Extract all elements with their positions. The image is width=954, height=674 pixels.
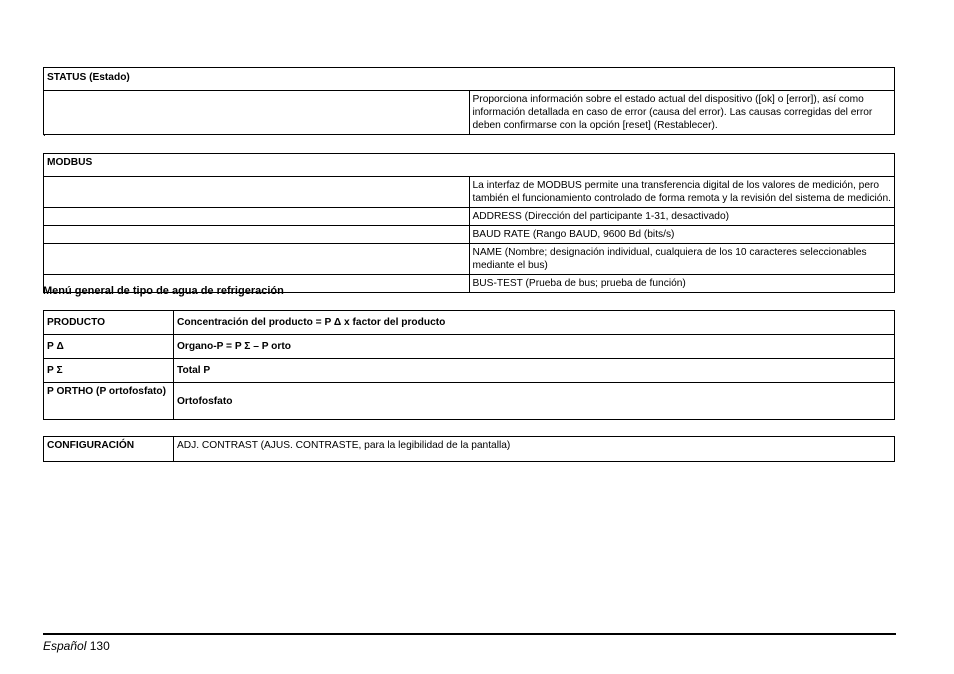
row-text: Organo-P = P Σ – P orto bbox=[174, 335, 895, 359]
table-row bbox=[44, 91, 895, 135]
modbus-header: MODBUS bbox=[44, 154, 895, 177]
table-row bbox=[44, 208, 895, 226]
section-heading: Menú general de tipo de agua de refrigeración bbox=[43, 285, 284, 297]
footer-language: Español bbox=[43, 639, 87, 653]
row-text: NAME (Nombre; designación individual, cualquiera de los 10 caracteres seleccionables mediante el bus) bbox=[469, 244, 895, 275]
row-label: PRODUCTO bbox=[44, 311, 174, 335]
row-label bbox=[44, 91, 470, 135]
table-row bbox=[44, 154, 895, 177]
config-table bbox=[43, 436, 895, 462]
row-text: Concentración del producto = P Δ x factor del producto bbox=[174, 311, 895, 335]
table-row bbox=[44, 311, 895, 335]
row-label bbox=[44, 208, 470, 226]
table-row bbox=[44, 177, 895, 208]
footer-divider bbox=[43, 633, 896, 635]
config-label: CONFIGURACIÓN bbox=[44, 437, 174, 462]
status-table bbox=[43, 67, 895, 135]
row-label bbox=[44, 226, 470, 244]
modbus-table bbox=[43, 153, 895, 293]
table-row bbox=[44, 335, 895, 359]
row-label: P Δ bbox=[44, 335, 174, 359]
row-text: BAUD RATE (Rango BAUD, 9600 Bd (bits/s) bbox=[469, 226, 895, 244]
table-row bbox=[44, 383, 895, 420]
row-text: Proporciona información sobre el estado actual del dispositivo ([ok] o [error]), así como información detallada en caso de error (causa del error). Las causas corregidas del error deben confirmarse con la opción [reset] (Restablecer). bbox=[469, 91, 895, 135]
separator-dot: . bbox=[43, 128, 46, 139]
table-row bbox=[44, 359, 895, 383]
row-label bbox=[44, 177, 470, 208]
row-text: La interfaz de MODBUS permite una transferencia digital de los valores de medición, pero también el funcionamiento controlado de forma remota y la revisión del sistema de medición. bbox=[469, 177, 895, 208]
table-row bbox=[44, 244, 895, 275]
row-text: ADDRESS (Dirección del participante 1-31, desactivado) bbox=[469, 208, 895, 226]
table-row bbox=[44, 226, 895, 244]
page-number: 130 bbox=[89, 639, 110, 653]
row-text: Total P bbox=[174, 359, 895, 383]
row-label: P ORTHO (P ortofosfato) bbox=[44, 383, 174, 420]
page-footer bbox=[43, 639, 110, 653]
table-row bbox=[44, 437, 895, 462]
row-text: BUS-TEST (Prueba de bus; prueba de función) bbox=[469, 275, 895, 293]
row-label: P Σ bbox=[44, 359, 174, 383]
table-row bbox=[44, 68, 895, 91]
config-text: ADJ. CONTRAST (AJUS. CONTRASTE, para la legibilidad de la pantalla) bbox=[174, 437, 895, 462]
row-text: Ortofosfato bbox=[174, 383, 895, 420]
product-table bbox=[43, 310, 895, 420]
row-label bbox=[44, 244, 470, 275]
status-header: STATUS (Estado) bbox=[44, 68, 895, 91]
